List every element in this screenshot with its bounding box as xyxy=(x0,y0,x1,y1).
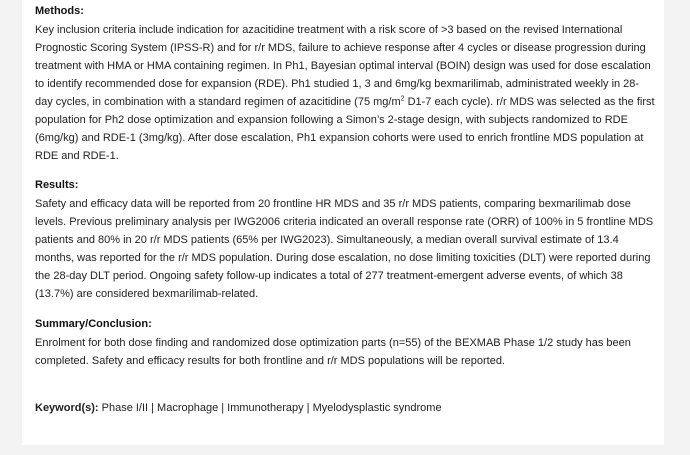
methods-heading: Methods: xyxy=(35,5,84,17)
results-text: Safety and efficacy data will be reported from 20 frontline HR MDS and 35 r/r MDS patients, comparing bexmarilimab dose levels. Previous preliminary analysis per IWG2006 criteria indicated an overall response rate (ORR) of 100% in 5 frontline MDS patients and 80% in 20 r/r MDS patients (65% per IWG2023). Simultaneously, a median overall survival estimate of 13.4 months, was reported for the r/r MDS population. During dose escalation, no dose limiting toxicities (DLT) were reported during the 28-day DLT period. Ongoing safety follow-up indicates a total of 277 treatment-emergent adverse events, of which 38 (13.7%) are considered bexmarilimab-related. xyxy=(35,198,654,300)
methods-text-part2: D1-7 each cycle). r/r MDS was selected as the first population for Ph2 dose optimization and expansion following a Simon’s 2-stage design, with subjects randomized to RDE (6mg/kg) and RDE-1 (3mg/kg). After dose escalation, Ph1 expansion cohorts were used to enrich frontline MDS population at RDE and RDE-1. xyxy=(35,96,655,162)
summary-section xyxy=(35,317,664,370)
summary-text: Enrolment for both dose finding and randomized dose optimization parts (n=55) of the BEXMAB Phase 1/2 study has been completed. Safety and efficacy results for both frontline and r/r MDS populations will be reported. xyxy=(35,337,631,367)
methods-text-part1: Key inclusion criteria include indication for azacitidine treatment with a risk score of >3 based on the revised International Prognostic Scoring System (IPSS-R) and for r/r MDS, failure to achieve response after 4 cycles or disease progression during treatment with HMA or HMA containing regimen. In Ph1, Bayesian optimal interval (BOIN) design was used for dose escalation to identify recommended dose for expansion (RDE). Ph1 studied 1, 3 and 6mg/kg bexmarilimab, administrated weekly in 28-day cycles, in combination with a standard regimen of azacitidine (75 mg/m xyxy=(35,24,651,108)
keywords-text: Phase I/II | Macrophage | Immunotherapy | Myelodysplastic syndrome xyxy=(98,402,442,414)
keywords-line xyxy=(35,400,664,416)
results-section xyxy=(35,178,664,303)
results-heading: Results: xyxy=(35,179,79,191)
methods-text xyxy=(35,21,655,165)
keywords-label: Keyword(s): xyxy=(35,402,99,414)
methods-section xyxy=(35,4,664,165)
summary-heading: Summary/Conclusion: xyxy=(35,318,152,330)
abstract-card xyxy=(22,0,664,445)
methods-superscript: 2 xyxy=(400,95,405,103)
